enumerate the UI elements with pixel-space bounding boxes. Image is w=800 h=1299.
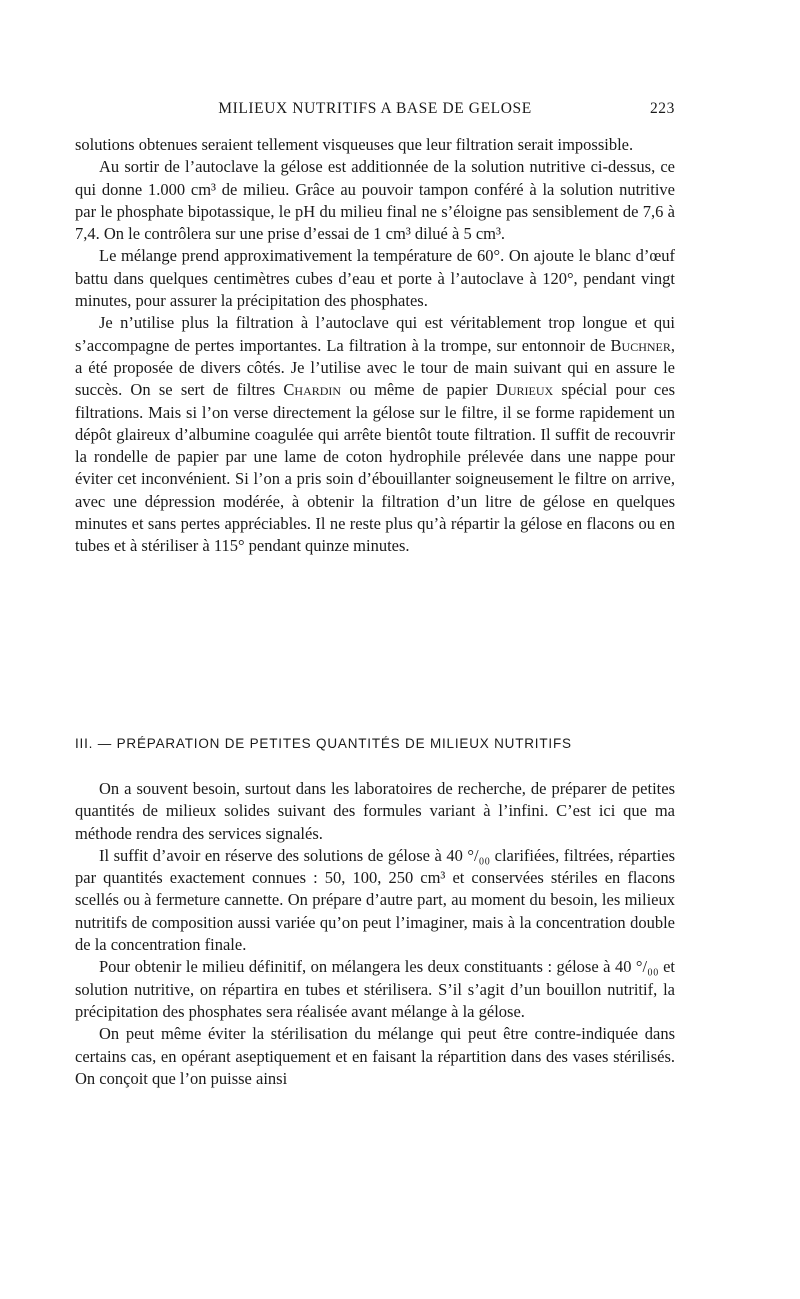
author-name-durieux: Durieux xyxy=(495,380,554,400)
section-heading: III. — PRÉPARATION DE PETITES QUANTITÉS DE MILIEUX NUTRITIFS xyxy=(75,736,572,751)
paragraph-sterilisation: On peut même éviter la stérilisation du mélange qui peut être contre-indiquée dans certains cas, en opérant aseptiquement et en faisant la répartition dans des vases stérilisés. On conçoit que l’on puisse ainsi xyxy=(75,1024,675,1088)
paragraph-filtration-text-1: Je n’utilise plus la filtration à l’autoclave qui est véritablement trop longue et qui s’accompagne de pertes importantes. La filtration à la trompe, sur entonnoir de xyxy=(75,313,675,355)
paragraph-filtration-text-4: spécial pour ces filtrations. Mais si l’on verse directement la gélose sur le filtre, il se forme rapidement un dépôt glaireux d’albumine coagulée qui arrête bientôt toute filtration. Il suffit de recouvrir la rondelle de papier par une lame de coton hydrophile prélevée dans une nappe pour éviter cet inconvénient. Si l’on a pris soin d’ébouillanter soigneusement le filtre on arrive, avec une dépression modérée, à obtenir la filtration d’un litre de gélose en quelques minutes et sans pertes appréciables. Il ne reste plus qu’à répartir la gélose en flacons ou en tubes et à stériliser à 115° pendant quinze minutes. xyxy=(75,380,675,556)
paragraph-besoin: On a souvent besoin, surtout dans les laboratoires de recherche, de préparer de petites quantités de milieux solides suivant des formules variant à l’infini. C’est ici que ma méthode rendra des services signalés. xyxy=(75,779,675,843)
paragraph-autoclave: Au sortir de l’autoclave la gélose est additionnée de la solution nutritive ci-dessus, ce qui donne 1.000 cm³ de milieu. Grâce au pouvoir tampon conféré à la solution nutritive par le phosphate bipotassique, le pH du milieu final ne s’éloigne pas sensiblement de 7,6 à 7,4. On le contrôlera sur une prise d’essai de 1 cm³ dilué à 5 cm³. xyxy=(75,157,675,244)
author-name-chardin: Chardin xyxy=(283,380,342,400)
paragraph-reserve: Il suffit d’avoir en réserve des solutions de gélose à 40 °/₀₀ clarifiées, filtrées, réparties par quantités exactement connues : 50, 100, 250 cm³ et conservées stériles en flacons scellés ou à fermeture cannette. On prépare d’autre part, au moment du besoin, les milieux nutritifs de composition aussi variée qu’on peut l’imaginer, mais à la concentration double de la concentration finale. xyxy=(75,845,675,955)
body-text-upper xyxy=(75,134,675,558)
author-name-buchner: Buchner xyxy=(610,335,671,355)
paragraph-melange: Le mélange prend approximativement la température de 60°. On ajoute le blanc d’œuf battu dans quelques centimètres cubes d’eau et porte à l’autoclave à 120°, pendant vingt minutes, pour assurer la précipitation des phosphates. xyxy=(75,246,675,311)
paragraph-filtration-text-2: , a été proposée de divers côtés. Je l’utilise avec le tour de main suivant qui en assure le succès. On se sert de filtres xyxy=(75,335,675,400)
running-head xyxy=(75,100,675,124)
paragraph-filtration xyxy=(75,312,675,557)
running-head-title: MILIEUX NUTRITIFS A BASE DE GELOSE xyxy=(218,100,532,117)
paragraph-continuation: solutions obtenues seraient tellement visqueuses que leur filtration serait impossible. xyxy=(75,135,634,154)
paragraph-filtration-text-3: ou même de papier xyxy=(341,380,496,400)
body-text-lower xyxy=(75,778,675,1090)
page-number: 223 xyxy=(649,100,675,117)
paragraph-milieu-definitif: Pour obtenir le milieu définitif, on mélangera les deux constituants : gélose à 40 °/₀₀ et solution nutritive, on répartira en tubes et stérilisera. S’il s’agit d’un bouillon nutritif, la précipitation des phosphates sera réalisée avant mélange à la gélose. xyxy=(75,957,675,1021)
